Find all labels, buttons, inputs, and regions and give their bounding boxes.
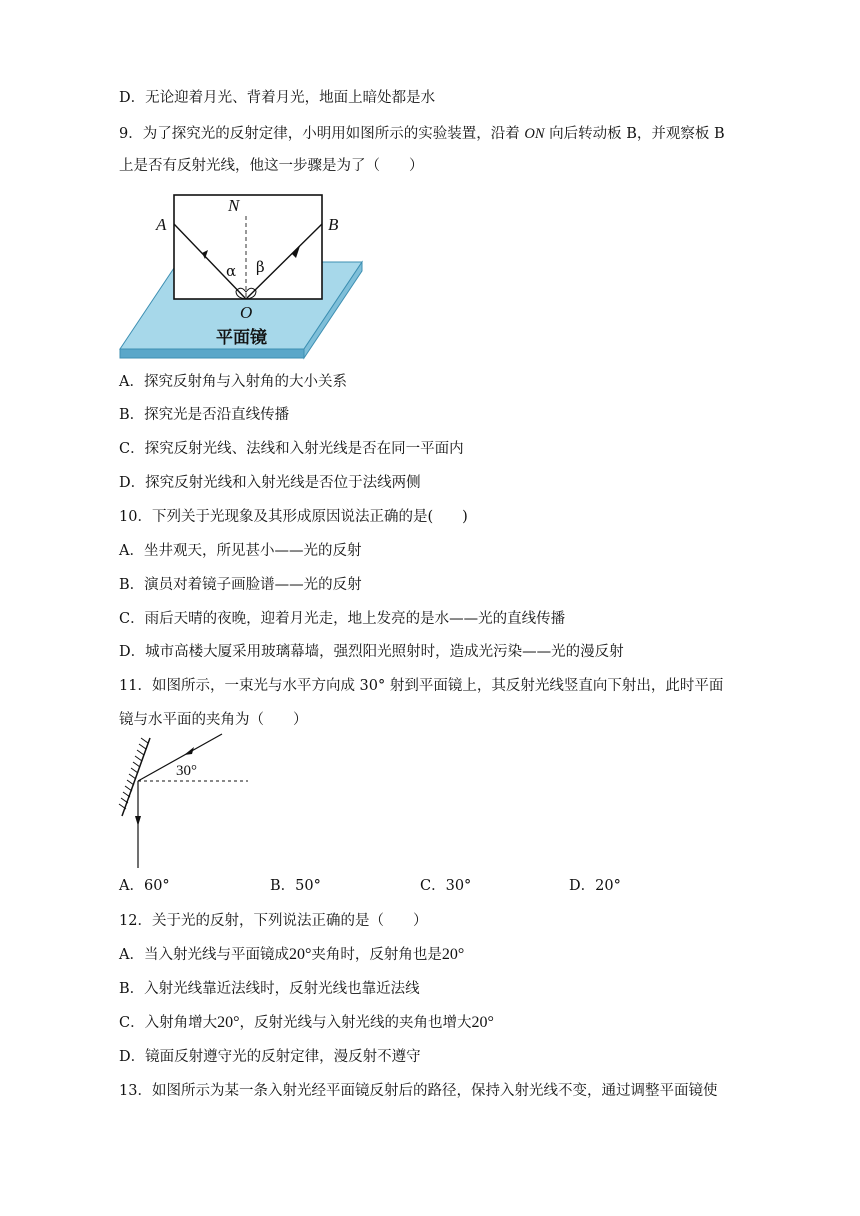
q9-stem-line1 <box>119 124 725 144</box>
reflected-arrow <box>135 816 141 826</box>
q9-option-a: A．探究反射角与入射角的大小关系 <box>119 374 347 390</box>
q9-option-b: B．探究光是否沿直线传播 <box>119 407 290 423</box>
fig9-label-b: B <box>328 215 339 234</box>
q9-stem-part2: 向后转动板 B，并观察板 B <box>549 126 725 142</box>
q12-c-part4: 20° <box>471 1014 494 1031</box>
fig9-label-a: A <box>156 215 167 234</box>
q12-option-c <box>119 1013 494 1033</box>
q12-option-b: B．入射光线靠近法线时，反射光线也靠近法线 <box>119 981 420 997</box>
q11-stem-line2: 镜与水平面的夹角为（ ） <box>119 712 308 728</box>
plane-mirror-label: 平面镜 <box>216 328 267 348</box>
fig11-angle-label: 30° <box>176 763 197 779</box>
q12-a-part2: 20° <box>288 946 312 963</box>
q9-stem-part1: 9．为了探究光的反射定律，小明用如图所示的实验装置，沿着 <box>119 126 520 142</box>
q10-option-a: A．坐井观天，所见甚小——光的反射 <box>119 543 362 559</box>
fig9-label-n: N <box>228 196 240 215</box>
q11-option-b: B．50° <box>270 878 321 894</box>
q12-c-part3: ，反射光线与入射光线的夹角也增大 <box>239 1015 472 1031</box>
q12-c-part1: C．入射角增大 <box>119 1015 218 1031</box>
q11-option-d: D．20° <box>569 878 621 894</box>
q11-figure <box>118 732 253 870</box>
fig9-label-alpha: α <box>226 262 237 280</box>
q9-figure <box>116 192 368 364</box>
q11-option-c: C．30° <box>420 878 472 894</box>
q11-options <box>119 876 739 896</box>
plane-mirror-front <box>120 349 304 358</box>
q10-option-b: B．演员对着镜子画脸谱——光的反射 <box>119 577 362 593</box>
q10-option-d: D．城市高楼大厦采用玻璃幕墙，强烈阳光照射时，造成光污染——光的漫反射 <box>119 644 624 660</box>
q11-stem-line1: 11．如图所示，一束光与水平方向成 30° 射到平面镜上，其反射光线竖直向下射出，此时平面 <box>119 678 724 694</box>
fig9-label-beta: β <box>256 258 265 276</box>
q9-option-c: C．探究反射光线、法线和入射光线是否在同一平面内 <box>119 441 464 457</box>
q9-stem-line2: 上是否有反射光线，他这一步骤是为了（ ） <box>119 158 424 174</box>
q12-c-part2: 20° <box>217 1014 240 1031</box>
q13-stem: 13．如图所示为某一条入射光经平面镜反射后的路径，保持入射光线不变，通过调整平面镜使 <box>119 1083 718 1099</box>
q12-option-d: D．镜面反射遵守光的反射定律，漫反射不遵守 <box>119 1049 421 1065</box>
q12-a-part4: 20° <box>441 946 465 963</box>
q11-option-a: A．60° <box>119 878 170 894</box>
mirror-hatching <box>119 738 148 809</box>
q9-stem-on: ON <box>524 126 545 142</box>
q8-option-d: D．无论迎着月光、背着月光，地面上暗处都是水 <box>119 90 436 106</box>
q10-option-c: C．雨后天晴的夜晚，迎着月光走，地上发亮的是水——光的直线传播 <box>119 611 566 627</box>
fig9-label-o: O <box>240 303 253 322</box>
q10-stem: 10．下列关于光现象及其形成原因说法正确的是( ) <box>119 509 468 525</box>
q12-option-a <box>119 945 464 965</box>
q12-a-part3: 夹角时，反射角也是 <box>311 947 442 963</box>
q9-option-d: D．探究反射光线和入射光线是否位于法线两侧 <box>119 475 421 491</box>
q12-a-part1: A．当入射光线与平面镜成 <box>119 947 289 963</box>
q12-stem: 12．关于光的反射，下列说法正确的是（ ） <box>119 913 428 929</box>
